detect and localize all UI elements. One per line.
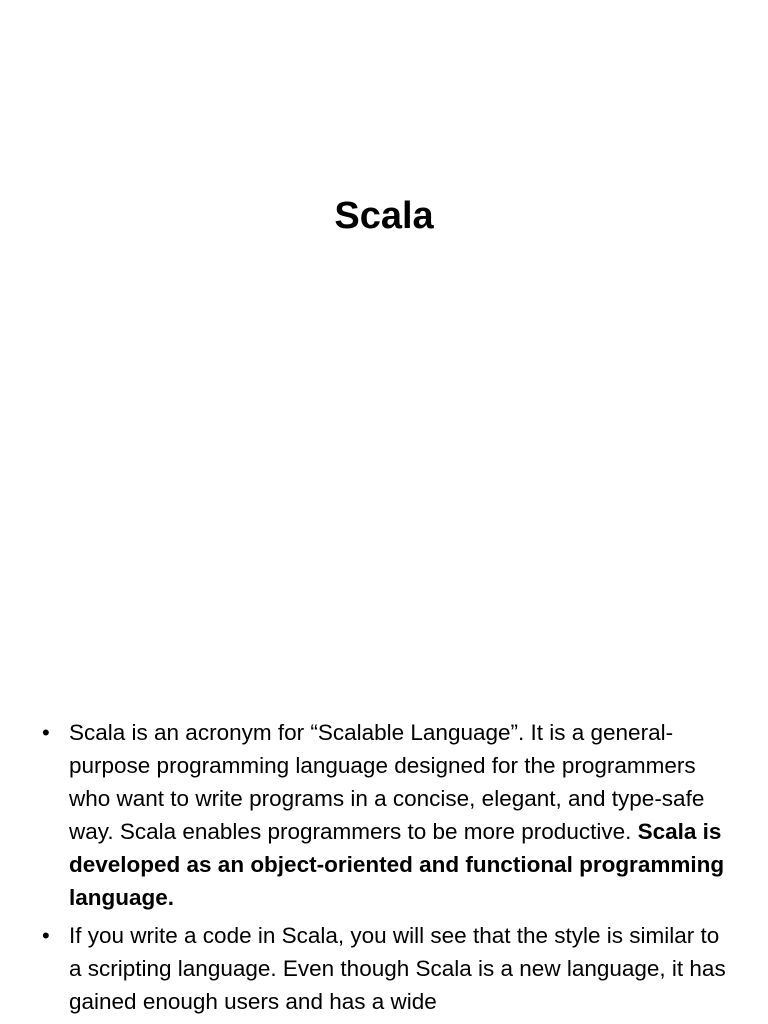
bullet-item-1 [42, 716, 732, 914]
slide-title: Scala [334, 195, 434, 237]
bullet-text-1: Scala is an acronym for “Scalable Language”. It is a general-purpose programming language designed for the programmers who want to write programs in a concise, elegant, and type-safe way. Scala enables programmers to be more productive. [69, 720, 705, 844]
bullet-list [42, 716, 732, 1023]
bullet-dot-icon: • [42, 720, 50, 745]
bullet-text-2: If you write a code in Scala, you will see that the style is similar to a scripting language. Even though Scala is a new language, it has gained enough users and has a wide [69, 923, 726, 1014]
bullet-bold-text-1: Scala is developed as an object-oriented and functional programming language. [69, 819, 725, 910]
bullet-item-2 [42, 919, 732, 1018]
bullet-dot-icon: • [42, 923, 50, 948]
